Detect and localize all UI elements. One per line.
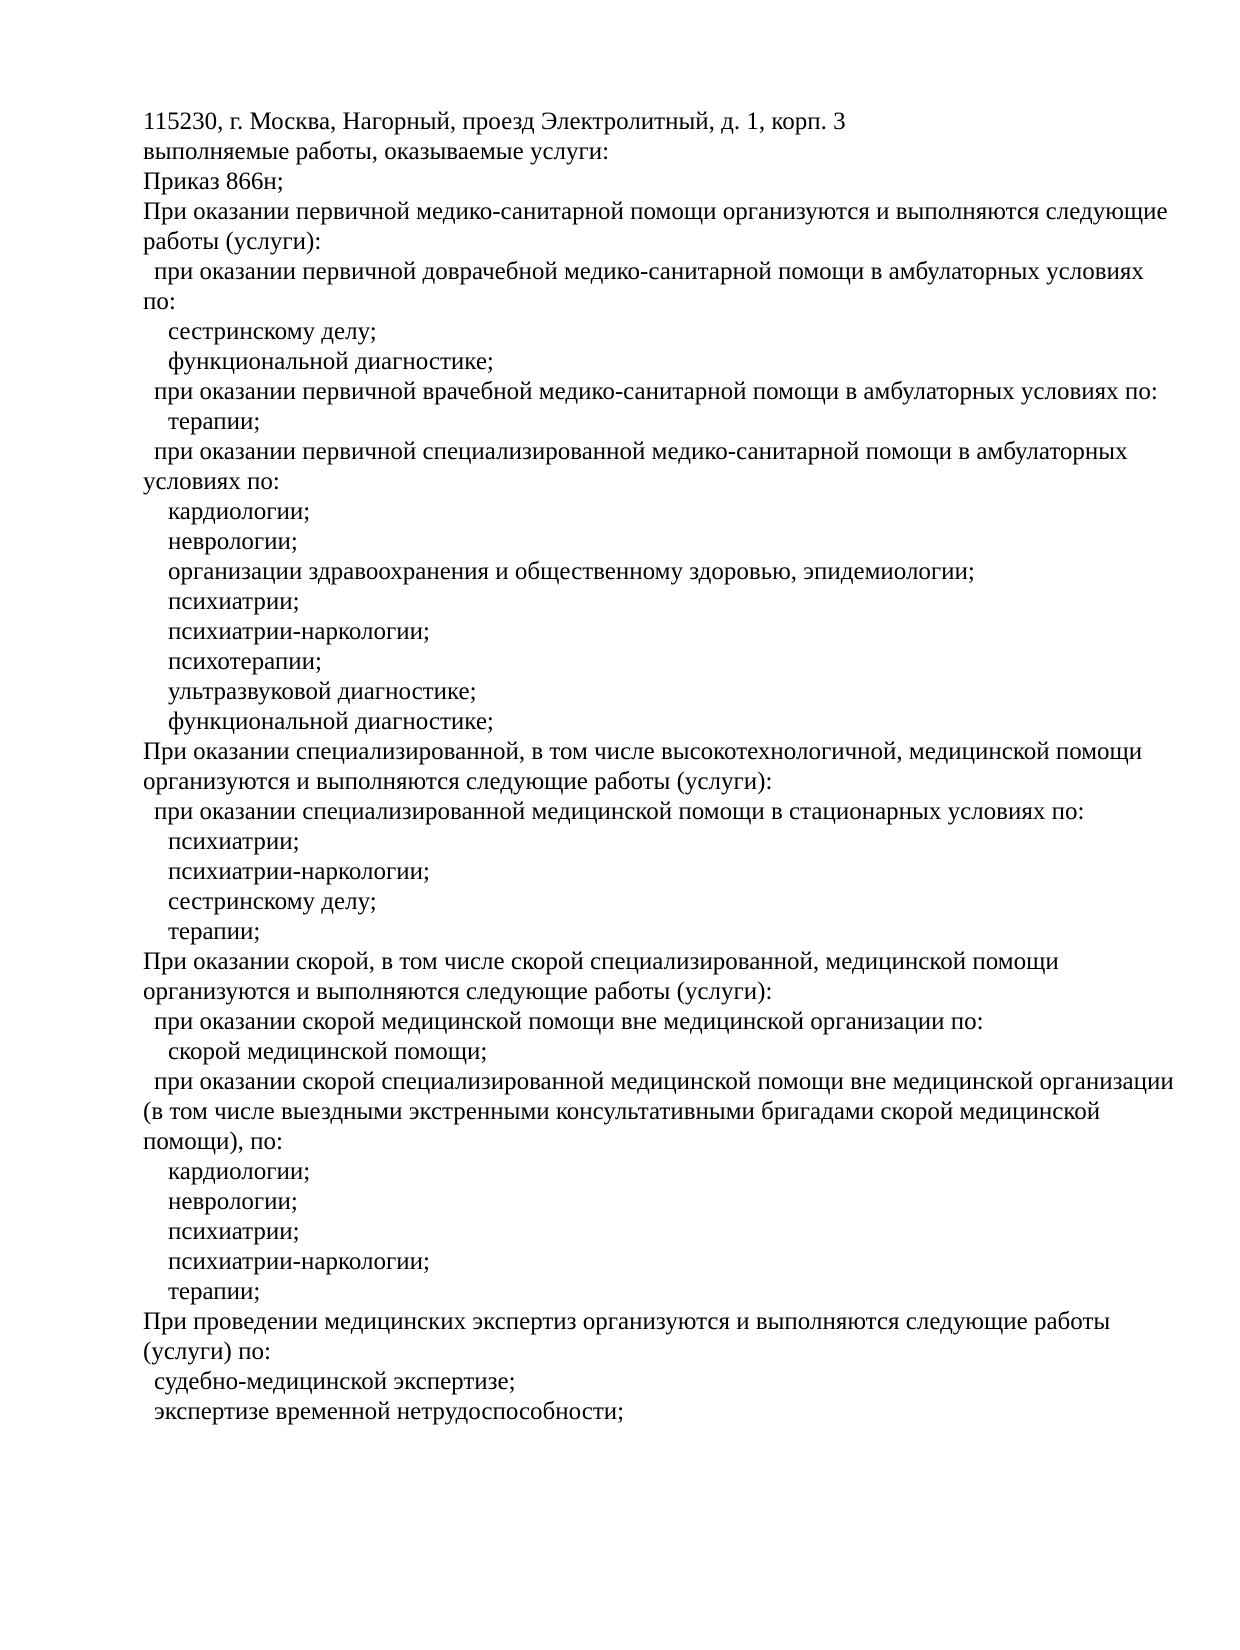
text-line: (в том числе выездными экстренными консультативными бригадами скорой медицинской [143,1098,1101,1125]
text-line: при оказании специализированной медицинской помощи в стационарных условиях по: [154,798,1085,825]
text-line: Приказ 866н; [143,168,284,195]
text-line: организуются и выполняются следующие работы (услуги): [143,768,773,795]
text-line: экспертизе временной нетрудоспособности; [154,1398,625,1425]
text-line: При оказании скорой, в том числе скорой специализированной, медицинской помощи [143,948,1059,975]
text-line: психиатрии-наркологии; [168,858,430,885]
text-line: условиях по: [143,468,280,495]
text-line: кардиологии; [168,1158,311,1185]
text-line: выполняемые работы, оказываемые услуги: [143,138,610,165]
text-line: 115230, г. Москва, Нагорный, проезд Электролитный, д. 1, корп. 3 [143,108,846,135]
text-line: При оказании специализированной, в том числе высокотехнологичной, медицинской помощи [143,738,1143,765]
text-line: (услуги) по: [143,1338,271,1365]
text-line: судебно-медицинской экспертизе; [154,1368,516,1395]
text-line: организации здравоохранения и общественному здоровью, эпидемиологии; [168,558,975,585]
text-line: скорой медицинской помощи; [168,1038,488,1065]
text-line: сестринскому делу; [168,888,377,915]
text-line: ультразвуковой диагностике; [168,678,477,705]
text-line: терапии; [168,408,261,435]
text-line: психиатрии; [168,588,300,615]
text-line: по: [143,288,176,315]
text-line: функциональной диагностике; [168,348,494,375]
text-line: психиатрии-наркологии; [168,618,430,645]
text-line: при оказании первичной врачебной медико-санитарной помощи в амбулаторных условиях по: [154,378,1158,405]
text-line: кардиологии; [168,498,311,525]
text-line: психиатрии; [168,828,300,855]
text-line: организуются и выполняются следующие работы (услуги): [143,978,773,1005]
text-line: При проведении медицинских экспертиз организуются и выполняются следующие работы [143,1308,1111,1335]
text-line: психотерапии; [168,648,322,675]
text-line: функциональной диагностике; [168,708,494,735]
text-line: при оказании первичной доврачебной медико-санитарной помощи в амбулаторных условиях [154,258,1144,285]
text-line: сестринскому делу; [168,318,377,345]
text-line: психиатрии; [168,1218,300,1245]
text-line: терапии; [168,1278,261,1305]
text-line: при оказании скорой специализированной медицинской помощи вне медицинской организации [154,1068,1174,1095]
text-line: неврологии; [168,1188,298,1215]
document-lines [143,107,1218,1427]
text-line: неврологии; [168,528,298,555]
text-line: психиатрии-наркологии; [168,1248,430,1275]
text-line: при оказании скорой медицинской помощи вне медицинской организации по: [154,1008,984,1035]
text-line: при оказании первичной специализированной медико-санитарной помощи в амбулаторных [154,438,1128,465]
text-line: терапии; [168,918,261,945]
text-line: работы (услуги): [143,228,322,255]
text-line: помощи), по: [143,1128,284,1155]
text-line: При оказании первичной медико-санитарной помощи организуются и выполняются следующие [143,198,1168,225]
